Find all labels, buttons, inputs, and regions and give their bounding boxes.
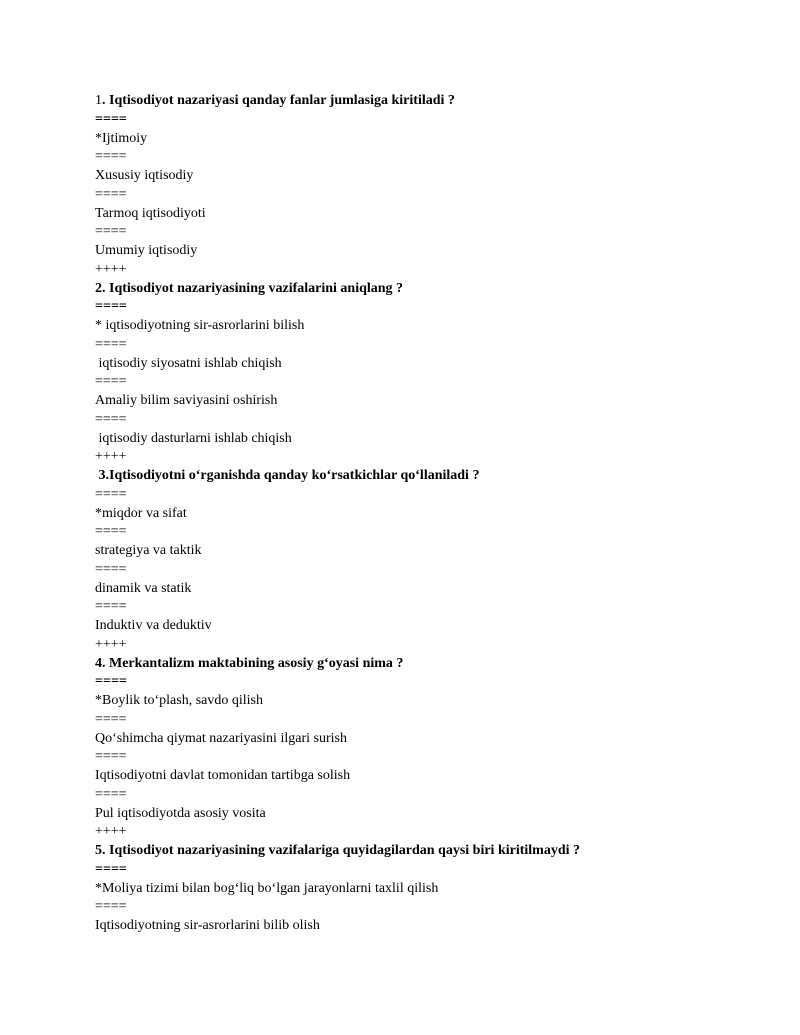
separator: ====: [95, 336, 127, 352]
separator: ====: [95, 374, 127, 390]
question-end-marker: ++++: [95, 824, 127, 840]
separator: ====: [95, 224, 127, 240]
answer-option: *Ijtimoiy: [95, 130, 148, 146]
answer-option: *Moliya tizimi bilan bog‘liq bo‘lgan jarayonlarni taxlil qilish: [95, 880, 439, 896]
separator: ====: [95, 899, 127, 915]
answer-option: Iqtisodiyotni davlat tomonidan tartibga solish: [95, 768, 351, 783]
answer-option: iqtisodiy siyosatni ishlab chiqish: [95, 355, 282, 371]
answer-option: Pul iqtisodiyotda asosiy vosita: [95, 805, 266, 821]
question-1-number: 1: [95, 93, 102, 108]
question-end-marker: ++++: [95, 636, 127, 652]
answer-option: *miqdor va sifat: [95, 505, 187, 521]
answer-option: * iqtisodiyotning sir-asrorlarini bilish: [95, 318, 305, 333]
answer-option: Tarmoq iqtisodiyoti: [95, 205, 206, 221]
answer-option: strategiya va taktik: [95, 543, 202, 558]
separator: ====: [95, 861, 127, 877]
answer-option: dinamik va statik: [95, 580, 192, 596]
separator: ====: [95, 524, 127, 540]
separator: ====: [95, 599, 127, 615]
answer-option: *Boylik to‘plash, savdo qilish: [95, 693, 263, 708]
question-4-title: 4. Merkantalizm maktabining asosiy g‘oyasi nima ?: [95, 655, 404, 671]
separator: ====: [95, 711, 127, 727]
question-1-text: . Iqtisodiyot nazariyasi qanday fanlar jumlasiga kiritiladi ?: [102, 93, 455, 108]
question-end-marker: ++++: [95, 449, 127, 465]
answer-option: Iqtisodiyotning sir-asrorlarini bilib olish: [95, 918, 320, 933]
separator: ====: [95, 561, 127, 577]
separator: ====: [95, 749, 127, 765]
document-page: [95, 92, 735, 936]
question-5-title: 5. Iqtisodiyot nazariyasining vazifalariga quyidagilardan qaysi biri kiritilmaydi ?: [95, 843, 581, 858]
answer-option: Xususiy iqtisodiy: [95, 168, 194, 183]
answer-option: Umumiy iqtisodiy: [95, 243, 198, 258]
separator: ====: [95, 111, 127, 127]
answer-option: Induktiv va deduktiv: [95, 618, 212, 633]
separator: ====: [95, 786, 127, 802]
separator: ====: [95, 486, 127, 502]
separator: ====: [95, 299, 127, 315]
separator: ====: [95, 149, 127, 165]
separator: ====: [95, 674, 127, 690]
separator: ====: [95, 411, 127, 427]
separator: ====: [95, 186, 127, 202]
question-2-title: 2. Iqtisodiyot nazariyasining vazifalarini aniqlang ?: [95, 280, 404, 296]
question-1-title: [95, 92, 735, 111]
question-end-marker: ++++: [95, 261, 127, 277]
question-3-title: 3.Iqtisodiyotni o‘rganishda qanday ko‘rsatkichlar qo‘llaniladi ?: [95, 468, 480, 483]
answer-option: Amaliy bilim saviyasini oshirish: [95, 393, 278, 408]
answer-option: Qo‘shimcha qiymat nazariyasini ilgari surish: [95, 730, 347, 746]
answer-option: iqtisodiy dasturlarni ishlab chiqish: [95, 430, 292, 446]
